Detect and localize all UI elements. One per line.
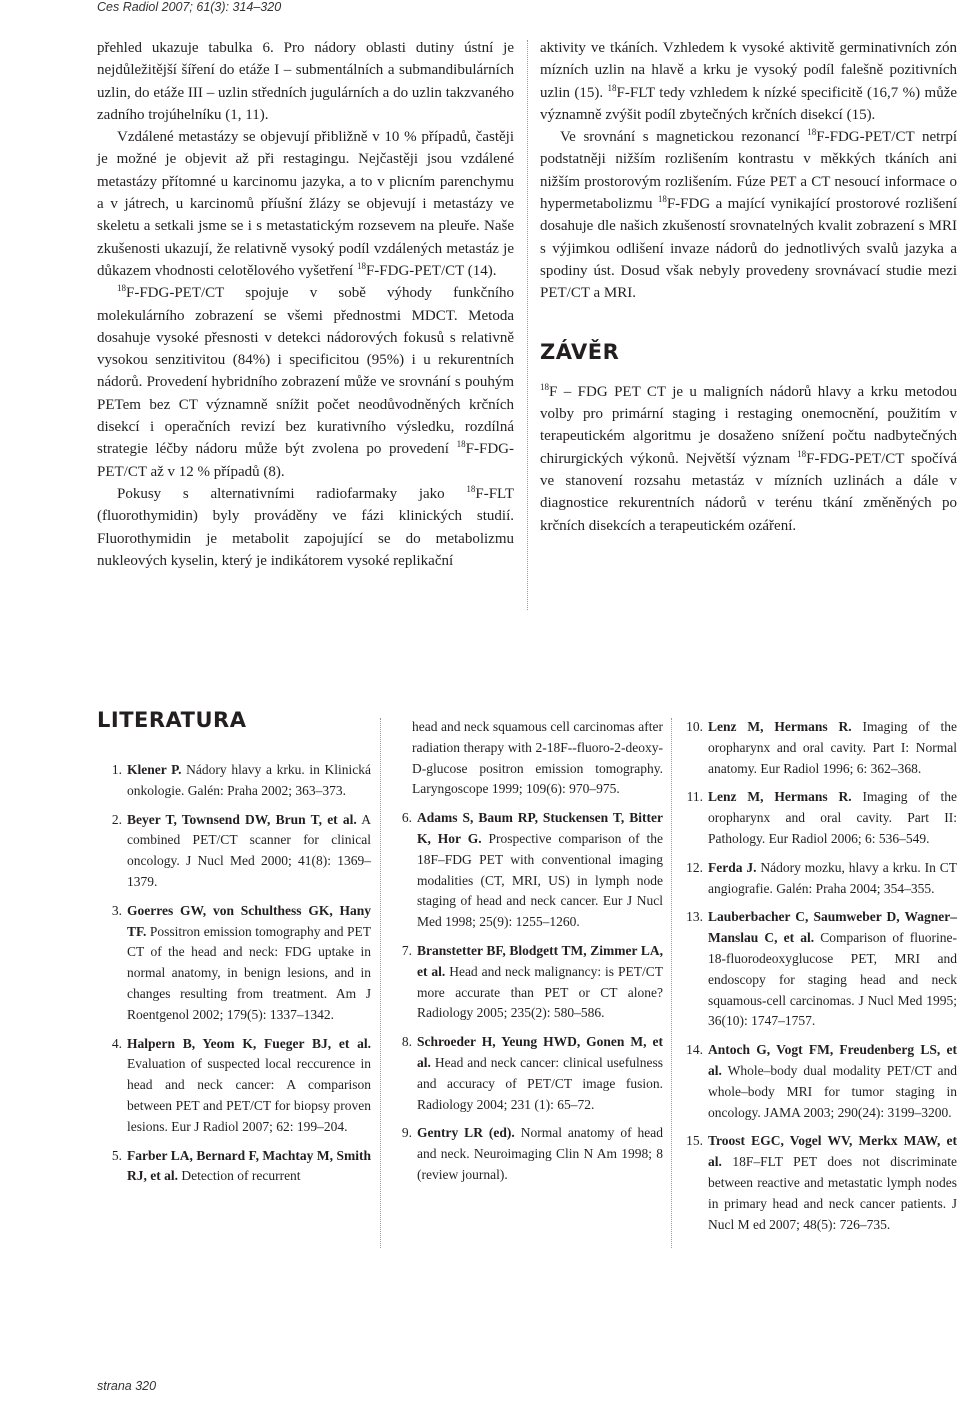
column-divider — [671, 718, 672, 1248]
paragraph: $^{18}$F – FDG PET CT je u maligních nádorů hlavy a krku metodou volby pro primární staging i restaging onemocnění, použitím v terapeutickém algoritmu je dosaženo snížení počtu nadbytečných chirurgických výkonů. Největší význam $^{18}$F-FDG-PET/CT spočívá ve stanovení rozsahu metastáz v mízních uzlinách a dále v diagnostice rekurentních nádorů v terénu tkání změněných po krčních disekcích a terapeutickém ozáření. — [540, 381, 957, 534]
section-heading-zaver: ZÁVĚR — [540, 339, 620, 364]
text-column-left — [97, 37, 514, 572]
reference-item: 4. Halpern B, Yeom K, Fueger BJ, et al. Evaluation of suspected local reccurence in head and neck cancer: A comparison between PET and PET/CT for biopsy proven lesions. Eur J Radiol 2007; 62: 199–204. — [111, 1035, 371, 1134]
reference-item: 9. Gentry LR (ed). Normal anatomy of head and neck. Neuroimaging Clin N Am 1998; 8 (review journal). — [401, 1125, 664, 1182]
column-divider — [527, 40, 528, 610]
journal-header: Ces Radiol 2007; 61(3): 314–320 — [97, 0, 282, 14]
reference-item: 10. Lenz M, Hermans R. Imaging of the oropharynx and oral cavity. Part I: Normal anatomy. Eur Radiol 1996; 6: 362–368. — [686, 719, 957, 776]
reference-item: 15. Troost EGC, Vogel WV, Merkx MAW, et al. 18F–FLT PET does not discriminate between reactive and metastatic lymph nodes in primary head and neck cancer patients. J Nucl M ed 2007; 48(5): 726–735. — [686, 1133, 957, 1232]
column-divider — [380, 718, 381, 1248]
reference-item: 3. Goerres GW, von Schulthess GK, Hany TF. Possitron emission tomography and PET CT of the head and neck: FDG uptake in normal anatomy, in benign lesions, and in changes resulting from treatment. Am J Roentgenol 2002; 179(5): 1337–1342. — [111, 902, 371, 1022]
reference-item: 8. Schroeder H, Yeung HWD, Gonen M, et al. Head and neck cancer: clinical usefulness and accuracy of PET/CT image fusion. Radiology 2004; 231 (1): 65–72. — [401, 1034, 663, 1112]
reference-column-3 — [678, 717, 957, 1243]
reference-column-2 — [387, 717, 663, 1194]
reference-item: 13. Lauberbacher C, Saumweber D, Wagner–Manslau C, et al. Comparison of fluorine-18-fluorodeoxyglucose PET, MRI and endoscopy for staging head and neck squamous-cell carcinomas. J Nucl Med 1995; 36(10): 1747–1757. — [686, 909, 957, 1029]
paragraph: Ve srovnání s magnetickou rezonancí $^{18}$F-FDG-PET/CT netrpí podstatněji nižším rozlišením kontrastu v měkkých tkáních ani nižším prostorovým rozlišením. Fúze PET a CT nesoucí informace o hypermetabolizmu $^{18}$F-FDG a mající vynikající prostorové rozlišení dosahuje dle našich zkušeností srovnatelných kvalit zobrazení s MRI s výjimkou odlišení invaze nádorů do jednotlivých svalů jazyka a spodiny úst. Dosud však nebyly provedeny srovnávací studie mezi PET/CT a MRI. — [540, 127, 957, 302]
paragraph: aktivity ve tkáních. Vzhledem k vysoké aktivitě germinativních zón mízních uzlin na hlavě a krku je vysoký podíl falešně pozitivních uzlin (15). $^{18}$F-FLT tedy vzhledem k nízké specificitě (16,7 %) může významně zvýšit podíl zbytečných krčních disekcí (15). — [540, 40, 958, 123]
page-number: strana 320 — [97, 1379, 157, 1393]
reference-item: 7. Branstetter BF, Blodgett TM, Zimmer LA, et al. Head and neck malignancy: is PET/CT more accurate than PET or CT alone? Radiology 2005; 235(2): 580–586. — [401, 942, 663, 1021]
paragraph: Pokusy s alternativními radiofarmaky jako $^{18}$F-FLT (fluorothymidin) byly prováděny ve fázi klinických studií. Fluorothymidin je metabolit zapojující se do metabolizmu nukleových kyselin, který je indikátorem vysoké replikační — [97, 483, 514, 569]
reference-item: 1. Klener P. Nádory hlavy a krku. in Klinická onkologie. Galén: Praha 2002; 363–373. — [111, 762, 372, 798]
paragraph: Vzdálené metastázy se objevují přibližně v 10 % případů, častěji je možné je objevit až při restagingu. Nejčastěji jsou vzdálené metastázy přítomné u karcinomu jazyka, a to v plicním parenchymu a v játrech, u karcinomů příušní žlázy se objevují i metastázy ve skeletu a setkali jsme se i s metastatickým rozsevem na pleuře. Naše zkušenosti ukazují, že relativně vysoký podíl vzdálených metastáz je důkazem vhodnosti celotělového vyšetření $^{18}$F-FDG-PET/CT (14). — [97, 129, 514, 279]
section-heading-literatura: LITERATURA — [97, 708, 247, 732]
paragraph: $^{18}$F-FDG-PET/CT spojuje v sobě výhody funkčního molekulárního zobrazení se všemi přednostmi MDCT. Metoda dosahuje vysoké přesnosti v detekci nádorových fokusů s relativně vysokou senzitivitou (84%) i specificitou (95%) i u rekurentních nádorů. Provedení hybridního zobrazení může ve srovnání s pouhým PETem bez CT významně snížit počet neodůvodněných krčních disekcí i operačních revizí bez kurativního výsledku, rozdílná strategie léčby nádoru může být zvolena po provedení $^{18}$F-FDG-PET/CT až v 12 % případů (8). — [97, 283, 514, 480]
reference-item: 6. Adams S, Baum RP, Stuckensen T, Bitter K, Hor G. Prospective comparison of the 18F–FDG PET with conventional imaging modalities (CT, MRI, US) in lymph node staging of head and neck cancer. Eur J Nucl Med 1998; 25(9): 1255–1260. — [401, 810, 663, 930]
reference-column-1 — [97, 760, 371, 1195]
paragraph: přehled ukazuje tabulka 6. Pro nádory oblasti dutiny ústní je nejdůležitější šíření do etáže I – submentálních a submandibulárních uzlin, do etáže III – uzlin středních jugulárních a do uzlin takzvaného zadního trojúhelníku (1, 11). — [97, 40, 514, 123]
text-column-right — [540, 37, 957, 537]
reference-item: 5. Farber LA, Bernard F, Machtay M, Smith RJ, et al. Detection of recurrent — [111, 1147, 371, 1184]
reference-item: 2. Beyer T, Townsend DW, Brun T, et al. A combined PET/CT scanner for clinical oncology. J Nucl Med 2000; 41(8): 1369–1379. — [111, 811, 371, 889]
reference-item: 12. Ferda J. Nádory mozku, hlavy a krku. In CT angiografie. Galén: Praha 2004; 354–355. — [686, 859, 957, 896]
reference-continuation: head and neck squamous cell carcinomas after radiation therapy with 2-18F--fluoro-2-deoxy-D-glucose positron emission tomography. Laryngoscope 1999; 109(6): 970–975. — [412, 719, 663, 797]
reference-item: 11. Lenz M, Hermans R. Imaging of the oropharynx and oral cavity. Part II: Pathology. Eur Radiol 2006; 6: 536–549. — [686, 789, 957, 846]
reference-item: 14. Antoch G, Vogt FM, Freudenberg LS, et al. Whole–body dual modality PET/CT and whole–body MRI for tumor staging in oncology. JAMA 2003; 290(24): 3199–3200. — [686, 1042, 957, 1120]
